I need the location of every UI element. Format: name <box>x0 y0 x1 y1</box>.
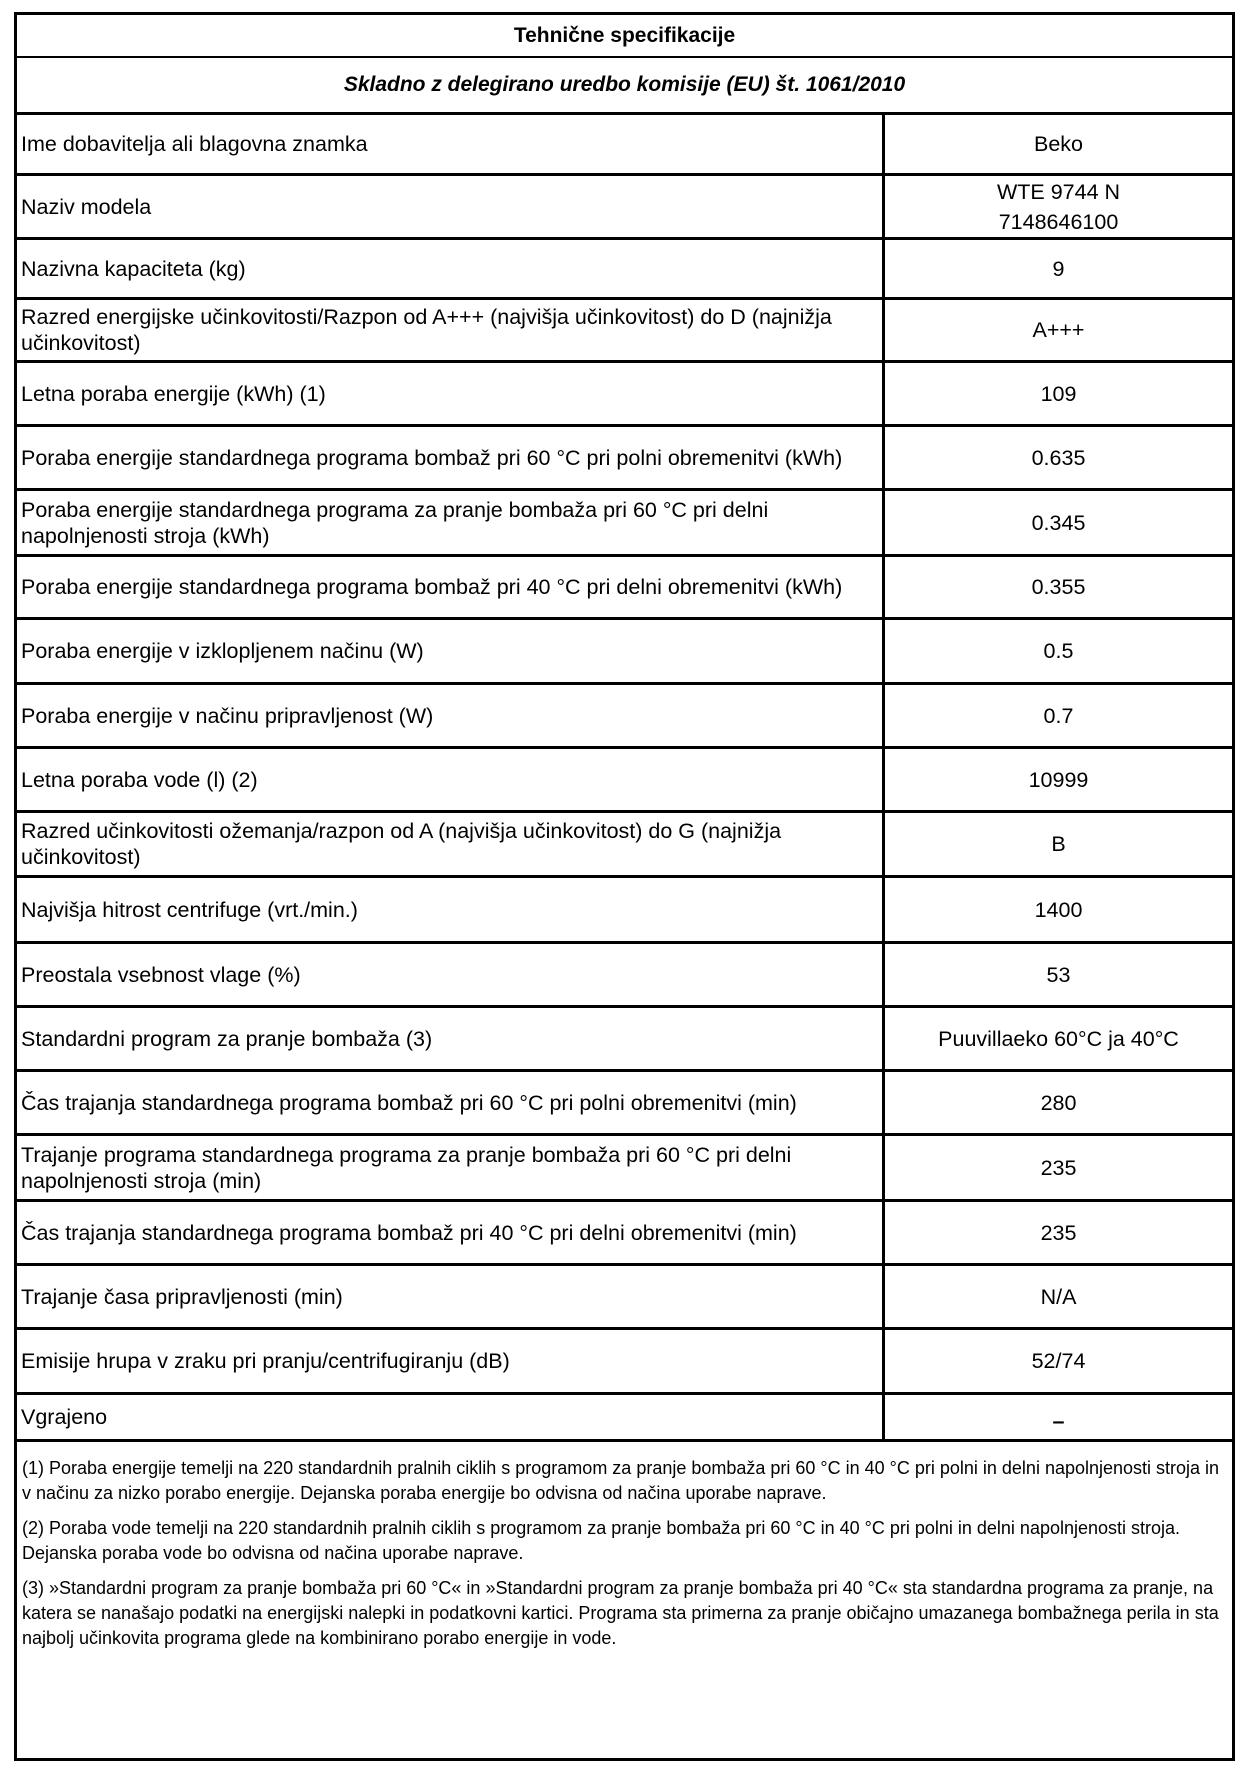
footnote-2: (2) Poraba vode temelji na 220 standardnih pralnih ciklih s programom za pranje bombaža pri 60 °C in 40 °C pri polni in delni napolnjenosti stroja. Dejanska poraba vode bo odvisna od načina uporabe naprave. <box>22 1518 1181 1563</box>
row-value: 235 <box>1040 1155 1077 1180</box>
table-title: Tehnične specifikacije <box>17 15 1232 58</box>
spec-row-time-60-full <box>17 1072 1232 1136</box>
row-label: Razred energijske učinkovitosti/Razpon od A+++ (najvišja učinkovitost) do D (najnižja učinkovitost) <box>17 300 885 360</box>
spec-row-noise <box>17 1330 1232 1395</box>
row-value: 0.7 <box>1043 703 1074 728</box>
spec-row-off-mode <box>17 620 1232 685</box>
row-label: Poraba energije standardnega programa bombaž pri 40 °C pri delni obremenitvi (kWh) <box>17 557 885 617</box>
spec-row-energy-class <box>17 300 1232 363</box>
row-value: 53 <box>1046 962 1071 987</box>
spec-row-energy-40-partial <box>17 557 1232 620</box>
row-label: Letna poraba energije (kWh) (1) <box>17 363 885 424</box>
row-label: Preostala vsebnost vlage (%) <box>17 944 885 1005</box>
row-value: 0.345 <box>1031 510 1086 535</box>
row-label: Poraba energije v načinu pripravljenost (W) <box>17 685 885 746</box>
row-label: Emisije hrupa v zraku pri pranju/centrifugiranju (dB) <box>17 1330 885 1392</box>
row-label: Poraba energije v izklopljenem načinu (W) <box>17 620 885 682</box>
table-subtitle: Skladno z delegirano uredbo komisije (EU) št. 1061/2010 <box>17 58 1232 115</box>
row-value: 0.5 <box>1043 639 1074 663</box>
row-value: 1400 <box>1034 897 1083 922</box>
row-label: Razred učinkovitosti ožemanja/razpon od A (najvišja učinkovitost) do G (najnižja učinkovitost) <box>17 813 885 875</box>
row-label: Ime dobavitelja ali blagovna znamka <box>17 115 885 173</box>
spec-row-annual-energy <box>17 363 1232 427</box>
row-label: Čas trajanja standardnega programa bombaž pri 60 °C pri polni obremenitvi (min) <box>17 1072 885 1133</box>
row-value: 235 <box>1040 1220 1077 1245</box>
row-label: Naziv modela <box>17 176 885 237</box>
spec-row-standby-mode <box>17 685 1232 749</box>
spec-row-capacity <box>17 240 1232 300</box>
row-label: Čas trajanja standardnega programa bombaž pri 40 °C pri delni obremenitvi (min) <box>17 1202 885 1263</box>
footnotes <box>17 1442 1232 1661</box>
row-value: 0.355 <box>1031 575 1086 599</box>
row-label: Standardni program za pranje bombaža (3) <box>17 1008 885 1069</box>
row-value: – <box>1052 1409 1065 1433</box>
row-value: N/A <box>1040 1284 1077 1309</box>
spec-row-max-spin <box>17 878 1232 944</box>
row-value: 9 <box>1052 256 1065 281</box>
spec-row-time-40-partial <box>17 1202 1232 1266</box>
spec-sheet <box>14 12 1235 1761</box>
spec-row-time-60-partial <box>17 1136 1232 1202</box>
row-label: Trajanje programa standardnega programa za pranje bombaža pri 60 °C pri delni napolnjenosti stroja (min) <box>17 1136 885 1199</box>
row-value: Beko <box>1033 132 1083 156</box>
row-label: Vgrajeno <box>17 1395 885 1439</box>
row-value: A+++ <box>1032 318 1085 342</box>
spec-row-model <box>17 176 1232 240</box>
row-value: Puuvillaeko 60°C ja 40°C <box>938 1026 1179 1051</box>
row-value: 109 <box>1040 381 1077 406</box>
row-value: 280 <box>1040 1090 1077 1115</box>
footnote-1: (1) Poraba energije temelji na 220 standardnih pralnih ciklih s programom za pranje bombaža pri 60 °C in 40 °C pri polni in delni napolnjenosti stroja in v načinu za nizko porabo energije. Dejanska poraba energije bo odvisna od načina uporabe naprave. <box>22 1458 1220 1503</box>
spec-row-spin-class <box>17 813 1232 878</box>
row-label: Najvišja hitrost centrifuge (vrt./min.) <box>17 878 885 941</box>
row-value: 52/74 <box>1031 1349 1086 1373</box>
row-label: Trajanje časa pripravljenosti (min) <box>17 1266 885 1327</box>
row-value: 10999 <box>1028 767 1089 792</box>
row-value: 0.635 <box>1031 445 1086 470</box>
row-label: Letna poraba vode (l) (2) <box>17 749 885 810</box>
row-label: Poraba energije standardnega programa bombaž pri 60 °C pri polni obremenitvi (kWh) <box>17 427 885 488</box>
row-label: Poraba energije standardnega programa za pranje bombaža pri 60 °C pri delni napolnjenosti stroja (kWh) <box>17 491 885 554</box>
spec-row-moisture <box>17 944 1232 1008</box>
row-value: B <box>1051 832 1066 856</box>
spec-row-supplier <box>17 115 1232 176</box>
spec-row-energy-60-partial <box>17 491 1232 557</box>
spec-row-energy-60-full <box>17 427 1232 491</box>
spec-row-standard-program <box>17 1008 1232 1072</box>
spec-row-standby-duration <box>17 1266 1232 1330</box>
footnote-3: (3) »Standardni program za pranje bombaža pri 60 °C« in »Standardni program za pranje bombaža pri 40 °C« sta standardna programa za pranje, na katera se nanašajo podatki na energijski nalepki in podatkovni kartici. Programa sta primerna za pranje običajno umazanega bombažnega perila in sta najbolj učinkovita programa glede na kombinirano porabo energije in vode. <box>22 1578 1219 1648</box>
row-label: Nazivna kapaciteta (kg) <box>17 240 885 297</box>
row-value: WTE 9744 N 7148646100 <box>996 179 1121 234</box>
spec-row-annual-water <box>17 749 1232 813</box>
spec-row-built-in <box>17 1395 1232 1442</box>
